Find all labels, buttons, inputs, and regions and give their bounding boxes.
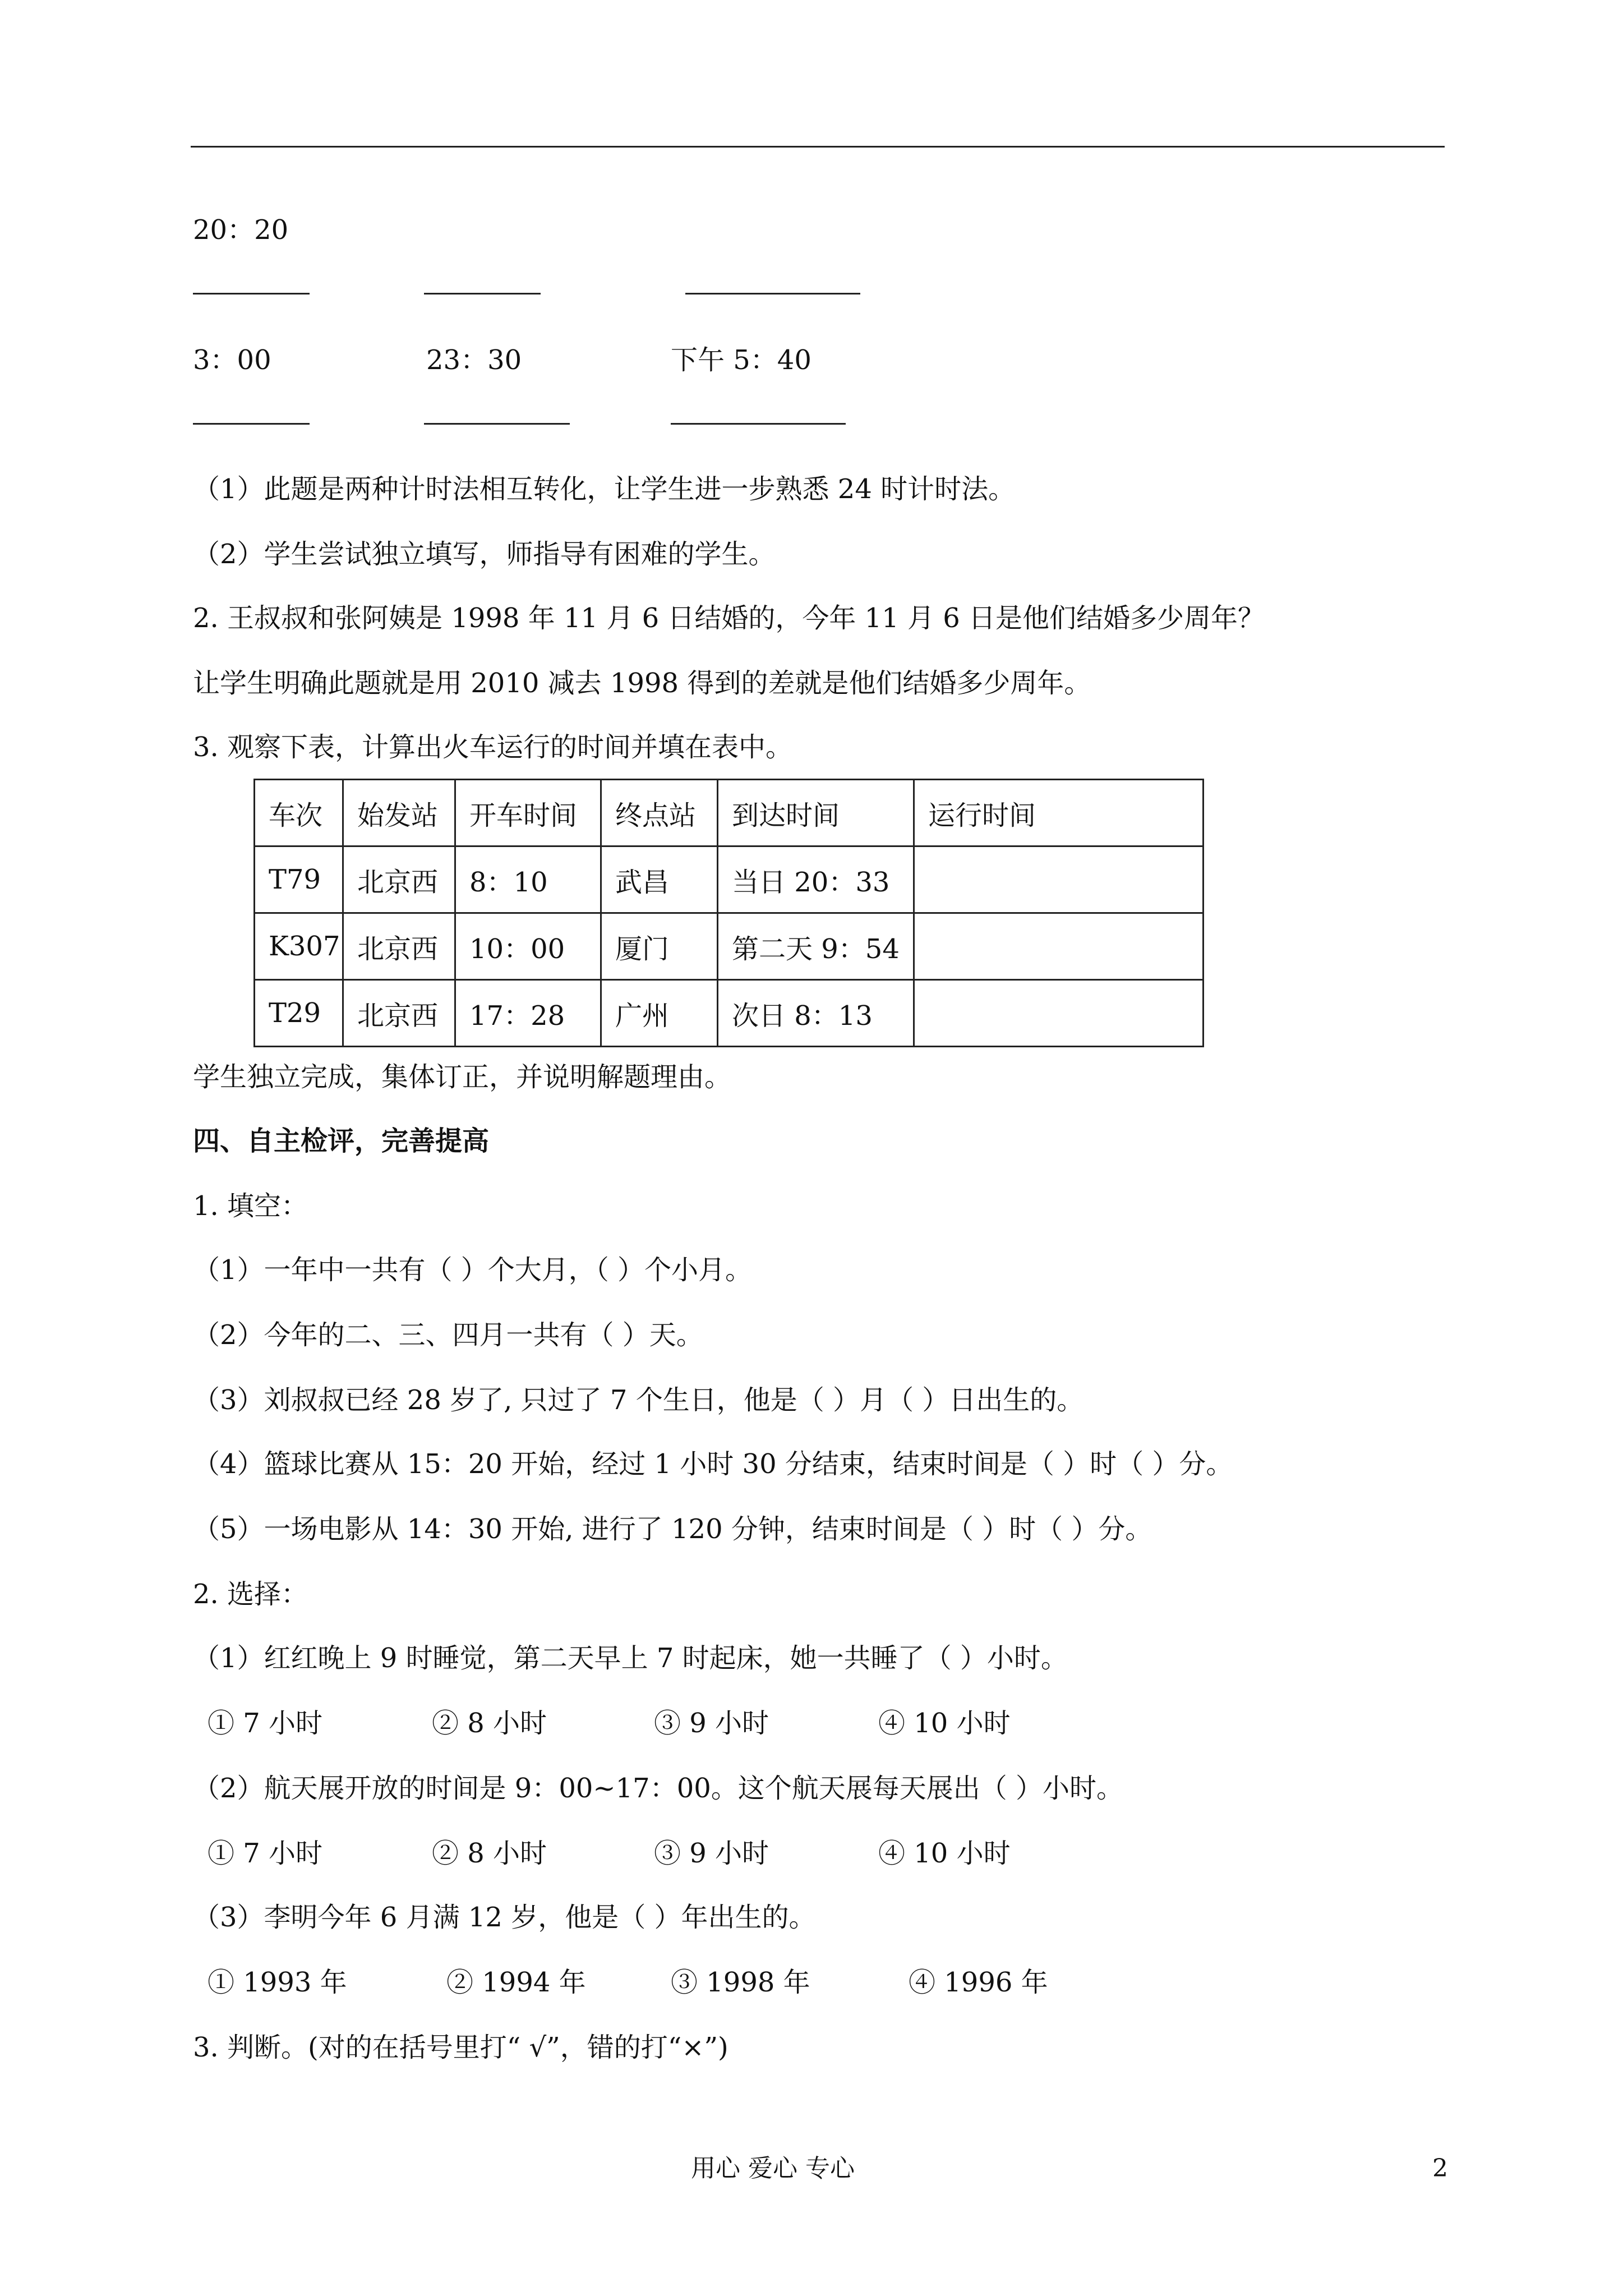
table-cell: 广州 [601, 980, 718, 1047]
question-3-note: 学生独立完成，集体订正，并说明解题理由。 [193, 1061, 732, 1093]
choice-option: ② 1994 年 [446, 1967, 586, 1998]
header-cell: 到达时间 [718, 780, 914, 846]
header-cell: 开车时间 [455, 780, 601, 846]
choice-option: ④ 10 小时 [878, 1708, 1011, 1739]
time-item-1: 20：20 [193, 214, 289, 246]
table-cell: T79 [255, 846, 343, 913]
choice-question-2: （2）航天展开放的时间是 9：00~17：00。这个航天展每天展出（ ）小时。 [193, 1773, 1124, 1804]
question-2: 2. 王叔叔和张阿姨是 1998 年 11 月 6 日结婚的，今年 11 月 6 日是他们结婚多少周年？ [193, 602, 1265, 634]
choice-option: ④ 1996 年 [909, 1967, 1048, 1998]
time-item-2: 3：00 [193, 344, 271, 376]
table-cell: K307 [255, 913, 343, 980]
note-2: （2）学生尝试独立填写，师指导有困难的学生。 [193, 539, 776, 570]
table-cell: 北京西 [343, 846, 455, 913]
answer-cell [914, 846, 1204, 913]
header-cell: 终点站 [601, 780, 718, 846]
answer-blank [193, 293, 310, 295]
table-cell: 北京西 [343, 913, 455, 980]
table-row [255, 846, 1204, 913]
table-cell: 武昌 [601, 846, 718, 913]
fill-item-2: （2）今年的二、三、四月一共有（ ）天。 [193, 1319, 703, 1351]
choice-title: 2. 选择： [193, 1579, 308, 1610]
train-schedule-table [253, 779, 1204, 1047]
table-cell: 北京西 [343, 980, 455, 1047]
choice-option: ④ 10 小时 [878, 1838, 1011, 1869]
fill-item-3: （3）刘叔叔已经 28 岁了, 只过了 7 个生日，他是（ ）月（ ）日出生的。 [193, 1384, 1084, 1416]
choice-option: ② 8 小时 [432, 1838, 547, 1869]
table-cell: 8：10 [455, 846, 601, 913]
header-cell: 车次 [255, 780, 343, 846]
time-item-3: 23：30 [426, 344, 522, 376]
section-4-title: 四、自主检评，完善提高 [193, 1125, 490, 1157]
choice-question-1: （1）红红晚上 9 时睡觉，第二天早上 7 时起床，她一共睡了（ ）小时。 [193, 1642, 1068, 1674]
choice-option: ① 7 小时 [208, 1708, 323, 1739]
table-cell: 当日 20：33 [718, 846, 914, 913]
choice-option: ③ 9 小时 [654, 1708, 769, 1739]
table-cell: 10：00 [455, 913, 601, 980]
choice-option: ③ 9 小时 [654, 1838, 769, 1869]
answer-blank [685, 293, 860, 295]
judge-title: 3. 判断。(对的在括号里打“ √”，错的打“×”) [193, 2032, 728, 2063]
answer-blank [671, 423, 846, 425]
choice-option: ① 1993 年 [208, 1967, 347, 1998]
choice-question-3: （3）李明今年 6 月满 12 岁，他是（ ）年出生的。 [193, 1902, 816, 1933]
header-rule [191, 146, 1445, 148]
table-cell: 次日 8：13 [718, 980, 914, 1047]
page-number: 2 [1432, 2154, 1448, 2183]
fill-item-1: （1）一年中一共有（ ）个大月，（ ）个小月。 [193, 1254, 753, 1286]
table-cell: T29 [255, 980, 343, 1047]
table-cell: 厦门 [601, 913, 718, 980]
footer-motto: 用心 爱心 专心 [691, 2154, 855, 2183]
choice-option: ① 7 小时 [208, 1838, 323, 1869]
header-cell: 运行时间 [914, 780, 1204, 846]
table-row [255, 913, 1204, 980]
question-2-note: 让学生明确此题就是用 2010 减去 1998 得到的差就是他们结婚多少周年。 [193, 668, 1091, 699]
time-item-4: 下午 5：40 [671, 344, 811, 376]
note-1: （1）此题是两种计时法相互转化，让学生进一步熟悉 24 时计时法。 [193, 473, 1016, 505]
table-cell: 第二天 9：54 [718, 913, 914, 980]
answer-cell [914, 980, 1204, 1047]
table-row [255, 980, 1204, 1047]
answer-blank [424, 293, 541, 295]
question-3: 3. 观察下表，计算出火车运行的时间并填在表中。 [193, 731, 793, 763]
header-cell: 始发站 [343, 780, 455, 846]
table-header-row [255, 780, 1204, 846]
fill-item-4: （4）篮球比赛从 15：20 开始，经过 1 小时 30 分结束，结束时间是（ ）时（ ）分。 [193, 1448, 1233, 1480]
answer-blank [424, 423, 570, 425]
choice-option: ② 8 小时 [432, 1708, 547, 1739]
choice-option: ③ 1998 年 [671, 1967, 810, 1998]
fill-title: 1. 填空： [193, 1190, 308, 1222]
answer-blank [193, 423, 310, 425]
fill-item-5: （5）一场电影从 14：30 开始, 进行了 120 分钟，结束时间是（ ）时（ ）分。 [193, 1513, 1152, 1545]
answer-cell [914, 913, 1204, 980]
table-cell: 17：28 [455, 980, 601, 1047]
